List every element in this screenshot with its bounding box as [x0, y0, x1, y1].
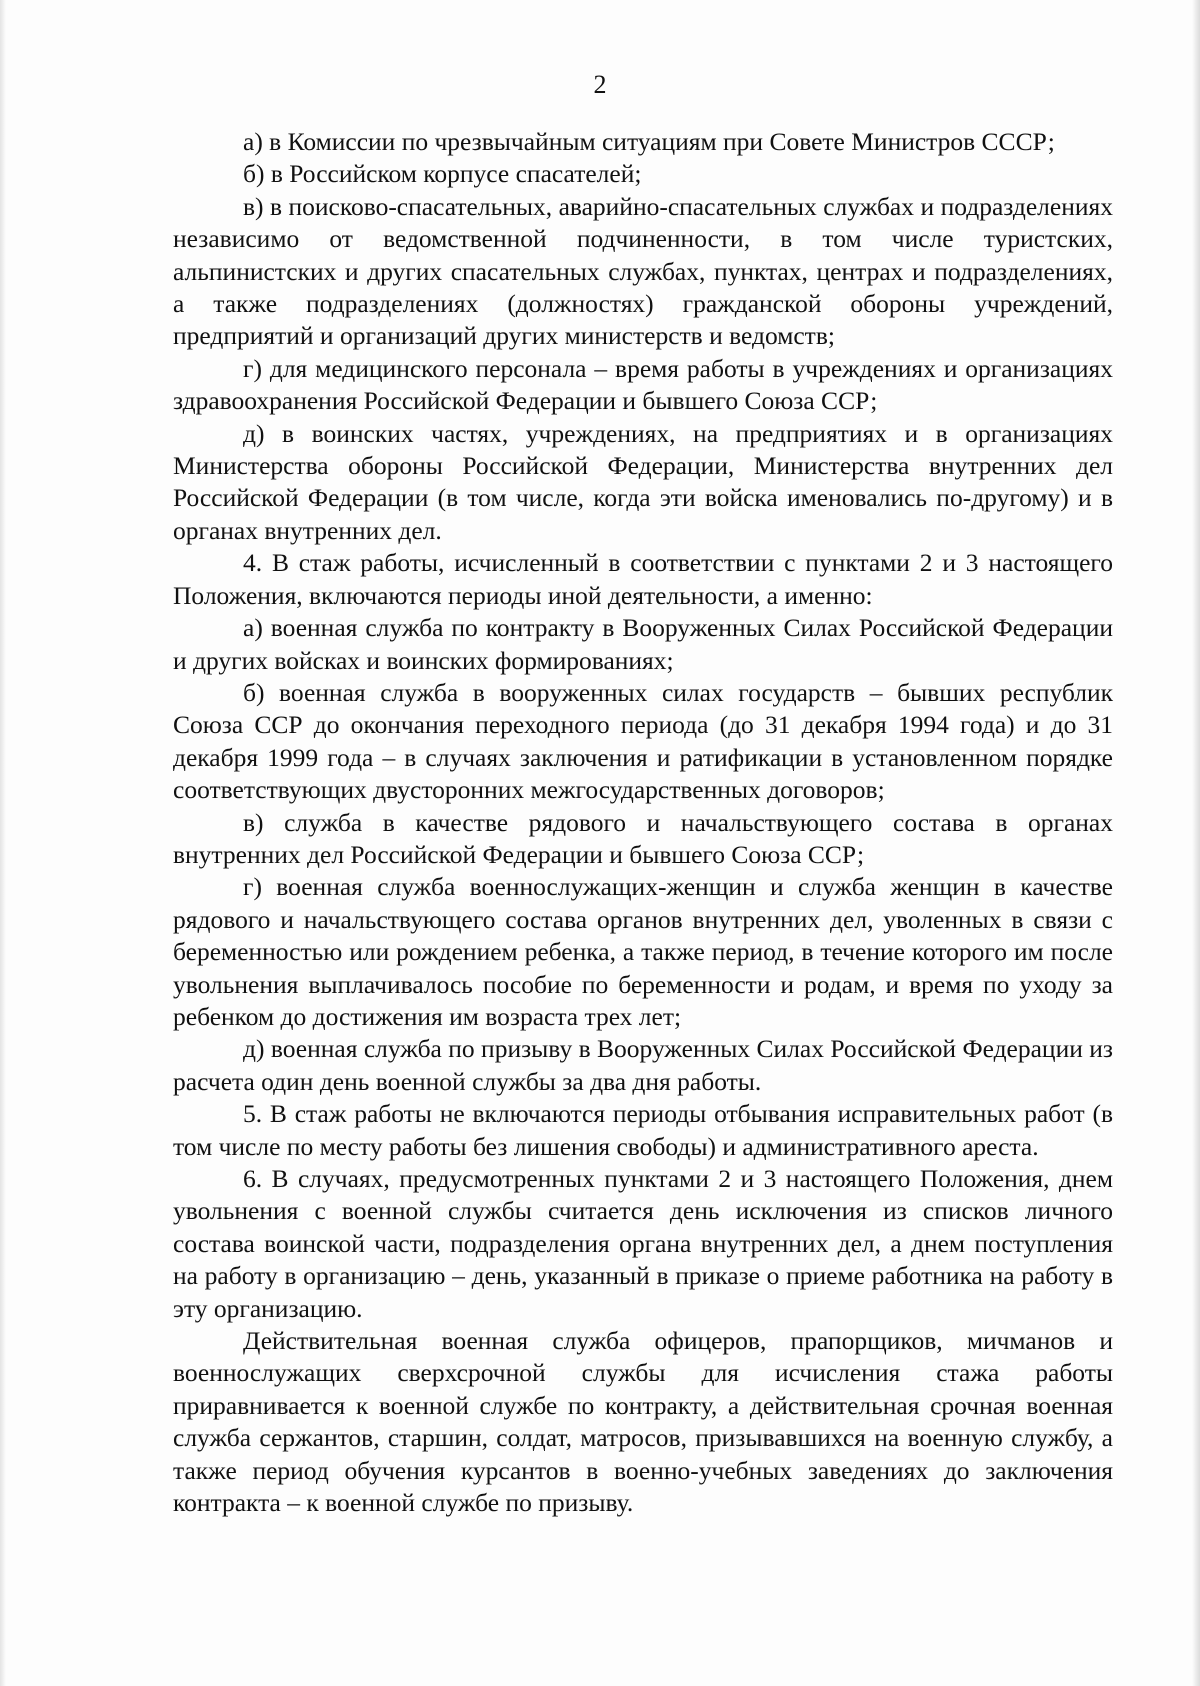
paragraph-4b: б) военная служба в вооруженных силах государств – бывших республик Союза ССР до окончания переходного периода (до 31 декабря 1994 года) и до 31 декабря 1999 года – в случаях заключения и ратификации в установленном порядке соответствующих двусторонних межгосударственных договоров;	[173, 677, 1113, 805]
paragraph-4c: в) служба в качестве рядового и начальствующего состава в органах внутренних дел Российской Федерации и бывшего Союза ССР;	[173, 807, 1113, 869]
paragraph-6-continued: Действительная военная служба офицеров, прапорщиков, мичманов и военнослужащих сверхсрочной службы для исчисления стажа работы приравнивается к военной службе по контракту, а действительная срочная военная служба сержантов, старшин, солдат, матросов, призывавшихся на военную службу, а также период обучения курсантов в военно-учебных заведениях до заключения контракта – к военной службе по призыву.	[173, 1326, 1113, 1518]
paragraph-1e: д) в воинских частях, учреждениях, на предприятиях и в организациях Министерства обороны Российской Федерации, Министерства внутренних дел Российской Федерации (в том числе, когда эти войска именовались по-другому) и в органах внутренних дел.	[173, 418, 1113, 545]
paragraph-1d: г) для медицинского персонала – время работы в учреждениях и организациях здравоохранения Российской Федерации и бывшего Союза ССР;	[173, 353, 1113, 416]
scan-edge-right	[1192, 0, 1200, 1686]
scan-edge-left	[0, 0, 6, 1686]
paragraph-4e: д) военная служба по призыву в Вооруженных Силах Российской Федерации из расчета один день военной службы за два дня работы.	[173, 1034, 1113, 1096]
paragraph-4d: г) военная служба военнослужащих-женщин и служба женщин в качестве рядового и начальствующего состава органов внутренних дел, уволенных в связи с беременностью или рождением ребенка, а также период, в течение которого им после увольнения выплачивалось пособие по беременности и родам, и время по уходу за ребенком до достижения им возраста трех лет;	[173, 872, 1113, 1031]
paragraph-5: 5. В стаж работы не включаются периоды отбывания исправительных работ (в том числе по месту работы без лишения свободы) и административного ареста.	[173, 1099, 1113, 1161]
page-number: 2	[593, 70, 607, 99]
paragraph-6: 6. В случаях, предусмотренных пунктами 2 и 3 настоящего Положения, днем увольнения с военной службы считается день исключения из списков личного состава воинской части, подразделения органа внутренних дел, а днем поступления на работу в организацию – день, указанный в приказе о приеме работника на работу в эту организацию.	[173, 1164, 1113, 1323]
paragraph-1a: а) в Комиссии по чрезвычайным ситуациям при Совете Министров СССР;	[243, 127, 1055, 156]
paragraph-1b: б) в Российском корпусе спасателей;	[243, 159, 642, 189]
document-body	[173, 126, 1113, 1519]
paragraph-1c: в) в поисково-спасательных, аварийно-спасательных службах и подразделениях независимо от ведомственной подчиненности, в том числе туристских, альпинистских и других спасательных службах, пунктах, центрах и подразделениях, а также подразделениях (должностях) гражданской обороны учреждений, предприятий и организаций других министерств и ведомств;	[173, 191, 1113, 351]
paragraph-4a: а) военная служба по контракту в Вооруженных Силах Российской Федерации и других войсках и воинских формированиях;	[173, 613, 1113, 675]
paragraph-4: 4. В стаж работы, исчисленный в соответствии с пунктами 2 и 3 настоящего Положения, включаются периоды иной деятельности, а именно:	[173, 548, 1113, 610]
